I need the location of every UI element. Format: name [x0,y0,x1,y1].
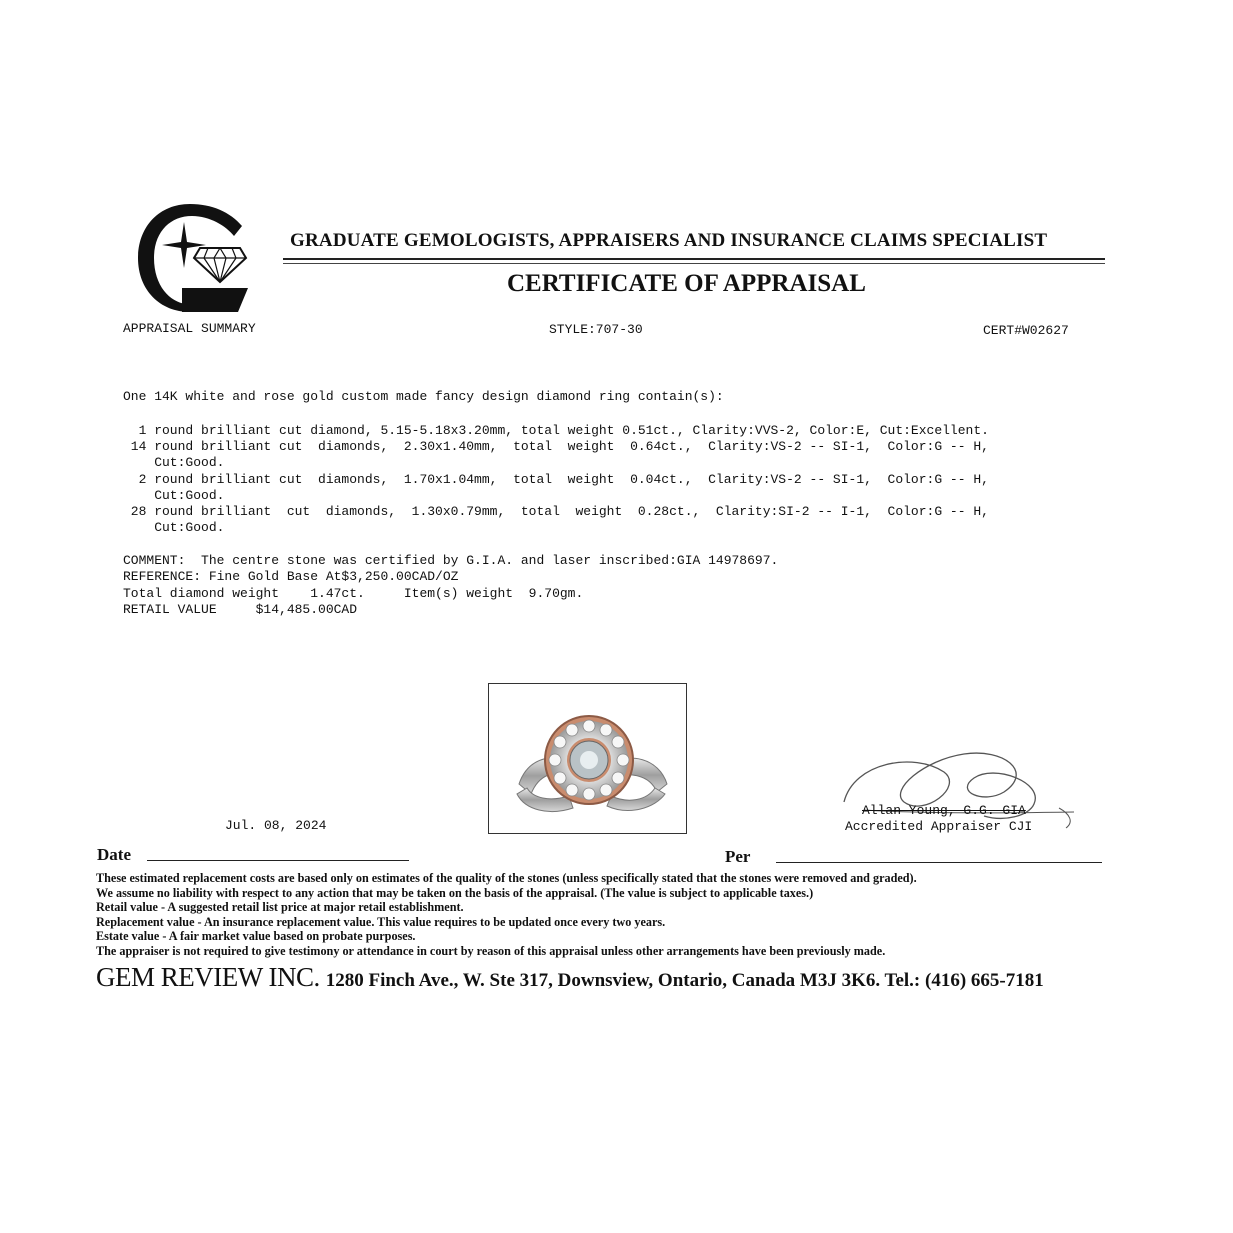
cert-number: CERT#W02627 [983,323,1069,338]
comment-line: COMMENT: The centre stone was certified by G.I.A. and laser inscribed:GIA 14978697. [123,553,779,568]
company-address: 1280 Finch Ave., W. Ste 317, Downsview, Ontario, Canada M3J 3K6. Tel.: (416) 665-7181 [325,970,1044,991]
note-2: We assume no liability with respect to any action that may be taken on the basis of the appraisal. (The value is subject to applicable taxes.) [96,885,814,900]
stone-line-5: Cut:Good. [123,488,225,503]
ring-photo [488,683,687,834]
retail-value-line: RETAIL VALUE $14,485.00CAD [123,602,358,617]
note-4: Replacement value - An insurance replacement value. This value requires to be updated once every two years. [96,914,666,929]
stone-line-2: 14 round brilliant cut diamonds, 2.30x1.40mm, total weight 0.64ct., Clarity:VS-2 -- SI-1, Color:G -- H, [123,439,989,454]
date-label: Date [97,845,131,864]
footer [96,962,1044,993]
gem-g-logo-icon [130,196,252,322]
date-signature-line [147,860,409,861]
note-5: Estate value - A fair market value based on probate purposes. [96,929,416,944]
note-1: These estimated replacement costs are based only on estimates of the quality of the stones (unless specifically stated that the stones were removed and graded). [96,871,917,885]
appraiser-title: Accredited Appraiser CJI [845,819,1033,834]
stone-line-1: 1 round brilliant cut diamond, 5.15-5.18x3.20mm, total weight 0.51ct., Clarity:VVS-2, Color:E, Cut:Excellent. [123,423,989,438]
appraisal-summary-label: APPRAISAL SUMMARY [123,321,256,336]
per-label: Per [725,847,751,866]
header-rule [283,258,1105,260]
stone-line-3: Cut:Good. [123,455,225,470]
stone-line-7: Cut:Good. [123,520,225,535]
reference-line: REFERENCE: Fine Gold Base At$3,250.00CAD/OZ [123,569,459,584]
certificate-title: CERTIFICATE OF APPRAISAL [507,270,866,297]
stone-line-4: 2 round brilliant cut diamonds, 1.70x1.04mm, total weight 0.04ct., Clarity:VS-2 -- SI-1, Color:G -- H, [123,472,989,487]
date-value: Jul. 08, 2024 [225,818,327,833]
appraiser-name: Allan Young, G.G. GIA [862,803,1026,818]
ring-photo-image [489,684,686,833]
total-weight-line: Total diamond weight 1.47ct. Item(s) weight 9.70gm. [123,586,584,601]
style-number: STYLE:707-30 [549,322,643,337]
per-signature-line [776,862,1102,863]
stone-line-6: 28 round brilliant cut diamonds, 1.30x0.79mm, total weight 0.28ct., Clarity:SI-2 -- I-1, Color:G -- H, [123,504,989,519]
header-title: GRADUATE GEMOLOGISTS, APPRAISERS AND INSURANCE CLAIMS SPECIALIST [290,230,1048,251]
note-3: Retail value - A suggested retail list price at major retail establishment. [96,900,464,915]
company-name: GEM REVIEW INC. [96,962,320,992]
item-description: One 14K white and rose gold custom made fancy design diamond ring contain(s): [123,389,724,404]
header-rule-thin [283,263,1105,264]
note-6: The appraiser is not required to give testimony or attendance in court by reason of this appraisal unless other arrangements have been previously made. [96,943,886,958]
disclaimer-notes [96,871,1096,959]
